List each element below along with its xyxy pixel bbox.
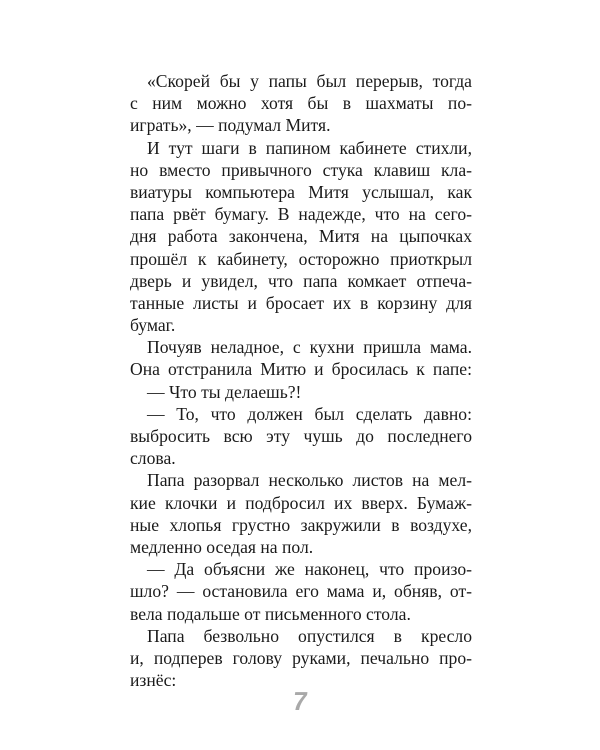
- text-line: дня работа закончена, Митя на цыпочках: [130, 226, 472, 247]
- text-line: И тут шаги в папином кабинете стихли,: [147, 137, 472, 158]
- text-line: танные листы и бросает их в корзину для: [130, 292, 472, 313]
- text-line: — Да объясни же наконец, что произо-: [147, 559, 472, 580]
- text-line: выбросить всю эту чушь до последнего: [130, 426, 472, 446]
- text-line: виатуры компьютера Митя услышал, как: [130, 181, 472, 202]
- text-line: дверь и увидел, что папа комкает отпеча-: [130, 270, 472, 291]
- text-line: с ним можно хотя бы в шахматы по-: [130, 93, 472, 114]
- page-number: 7: [290, 686, 310, 716]
- text-line: Папа разорвал несколько листов на мел-: [147, 470, 472, 491]
- text-line: — То, что должен был сделать давно:: [147, 403, 472, 424]
- text-line: слова.: [130, 448, 176, 469]
- text-line: ные хлопья грустно закружили в воздухе,: [130, 514, 472, 535]
- text-line: Папа безвольно опустился в кресло: [147, 625, 472, 646]
- text-line: кие клочки и подбросил их вверх. Бумаж-: [130, 492, 472, 513]
- text-line: папа рвёт бумагу. В надежде, что на сего-: [130, 204, 472, 225]
- text-line: медленно оседая на пол.: [130, 536, 314, 557]
- text-line: — Что ты делаешь?!: [147, 381, 302, 402]
- text-line: и, подперев голову руками, печально про-: [130, 647, 472, 668]
- body-text: [130, 70, 472, 691]
- text-line: бумаг.: [130, 315, 176, 336]
- text-line: изнёс:: [130, 670, 177, 691]
- text-line: Она отстранила Митю и бросилась к папе:: [130, 359, 472, 380]
- text-line: шло? — остановила его мама и, обняв, от-: [130, 581, 472, 602]
- text-line: прошёл к кабинету, осторожно приоткрыл: [130, 248, 472, 269]
- text-line: Почуяв неладное, с кухни пришла мама.: [147, 337, 472, 358]
- text-line: но вместо привычного стука клавиш кла-: [130, 159, 472, 180]
- text-line: «Скорей бы у папы был перерыв, тогда: [147, 71, 472, 91]
- text-line: вела подальше от письменного стола.: [130, 603, 411, 624]
- text-line: играть», — подумал Митя.: [130, 115, 331, 136]
